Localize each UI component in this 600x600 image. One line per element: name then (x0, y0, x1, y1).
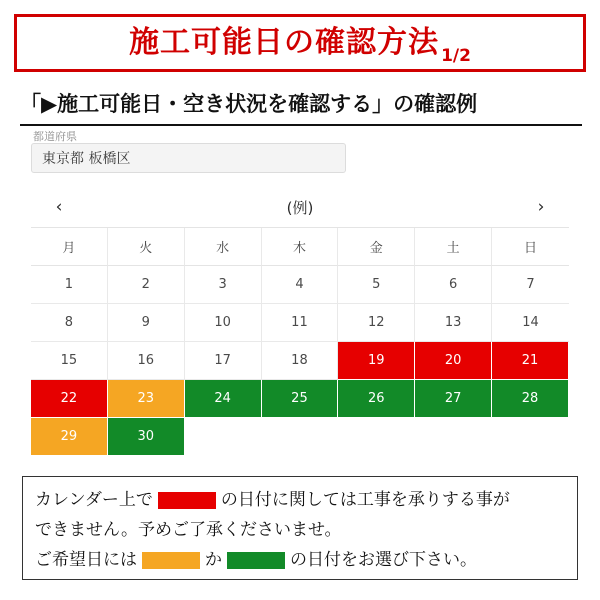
calendar-day-cell[interactable]: 19 (338, 342, 415, 380)
calendar-day-cell[interactable]: 17 (185, 342, 262, 380)
calendar-day-cell[interactable]: 9 (108, 304, 185, 342)
region-select-value: 東京都 板橋区 (42, 151, 131, 167)
calendar-week-row (31, 266, 569, 304)
region-field-label: 都道府県 (33, 130, 77, 143)
calendar-day-cell-empty (338, 418, 415, 456)
legend-line-2-text: できません。予めご了承くださいませ。 (35, 520, 342, 540)
calendar-header (31, 188, 569, 228)
calendar-week-row (31, 418, 569, 456)
subheading-divider (20, 124, 582, 126)
weekday-thu: 木 (262, 228, 339, 266)
region-select[interactable] (31, 143, 346, 173)
calendar-day-cell[interactable]: 25 (262, 380, 339, 418)
page-indicator: 1/2 (441, 46, 471, 66)
calendar-day-cell[interactable]: 16 (108, 342, 185, 380)
legend-line-3-text-a: ご希望日には (35, 550, 137, 570)
weekday-tue: 火 (108, 228, 185, 266)
legend-line-1 (35, 485, 565, 515)
legend-line-3-text-b: か (205, 550, 222, 570)
legend-swatch-unavailable (158, 492, 216, 509)
calendar-day-cell-empty (492, 418, 569, 456)
calendar-day-cell-empty (262, 418, 339, 456)
calendar-day-cell[interactable]: 1 (31, 266, 108, 304)
calendar-day-cell[interactable]: 7 (492, 266, 569, 304)
weekday-mon: 月 (31, 228, 108, 266)
legend-line-3-text-c: の日付をお選び下さい。 (290, 550, 477, 570)
calendar-day-cell[interactable]: 3 (185, 266, 262, 304)
calendar-week-row (31, 304, 569, 342)
chevron-right-icon[interactable]: › (537, 197, 545, 217)
calendar-month-label: (例) (286, 199, 314, 217)
calendar-day-cell[interactable]: 15 (31, 342, 108, 380)
weekday-sun: 日 (492, 228, 569, 266)
calendar-day-cell[interactable]: 4 (262, 266, 339, 304)
chevron-left-icon[interactable]: ‹ (55, 197, 63, 217)
calendar-week-row (31, 380, 569, 418)
calendar-day-cell[interactable]: 21 (492, 342, 569, 380)
calendar-day-cell-empty (185, 418, 262, 456)
calendar-day-cell[interactable]: 29 (31, 418, 108, 456)
calendar-day-cell[interactable]: 10 (185, 304, 262, 342)
calendar-day-cell[interactable]: 18 (262, 342, 339, 380)
calendar-day-cell[interactable]: 13 (415, 304, 492, 342)
title-banner (14, 14, 586, 72)
calendar-day-cell[interactable]: 24 (185, 380, 262, 418)
legend-line-1-text-b: の日付に関しては工事を承りする事が (220, 490, 510, 510)
weekday-fri: 金 (338, 228, 415, 266)
calendar-week-row (31, 342, 569, 380)
calendar-day-cell[interactable]: 6 (415, 266, 492, 304)
calendar-day-cell[interactable]: 5 (338, 266, 415, 304)
weekday-sat: 土 (415, 228, 492, 266)
calendar-day-cell-empty (415, 418, 492, 456)
legend-swatch-limited (142, 552, 200, 569)
weekday-wed: 水 (185, 228, 262, 266)
calendar-day-cell[interactable]: 2 (108, 266, 185, 304)
calendar-day-cell[interactable]: 8 (31, 304, 108, 342)
calendar-day-cell[interactable]: 20 (415, 342, 492, 380)
calendar-day-cell[interactable]: 27 (415, 380, 492, 418)
calendar-day-cell[interactable]: 22 (31, 380, 108, 418)
legend-line-1-text-a: カレンダー上で (35, 490, 153, 510)
legend-line-3 (35, 545, 565, 575)
page-title: 施工可能日の確認方法 (129, 25, 440, 60)
calendar-day-cell[interactable]: 12 (338, 304, 415, 342)
calendar (31, 188, 569, 456)
calendar-day-cell[interactable]: 11 (262, 304, 339, 342)
legend-swatch-available (227, 552, 285, 569)
legend-line-2 (35, 515, 565, 545)
legend-note-box (22, 476, 578, 580)
calendar-day-cell[interactable]: 23 (108, 380, 185, 418)
calendar-weekday-row (31, 228, 569, 266)
calendar-day-cell[interactable]: 14 (492, 304, 569, 342)
subheading: 「▶施工可能日・空き状況を確認する」の確認例 (20, 92, 478, 116)
calendar-day-cell[interactable]: 30 (108, 418, 185, 456)
calendar-day-cell[interactable]: 26 (338, 380, 415, 418)
calendar-day-cell[interactable]: 28 (492, 380, 569, 418)
